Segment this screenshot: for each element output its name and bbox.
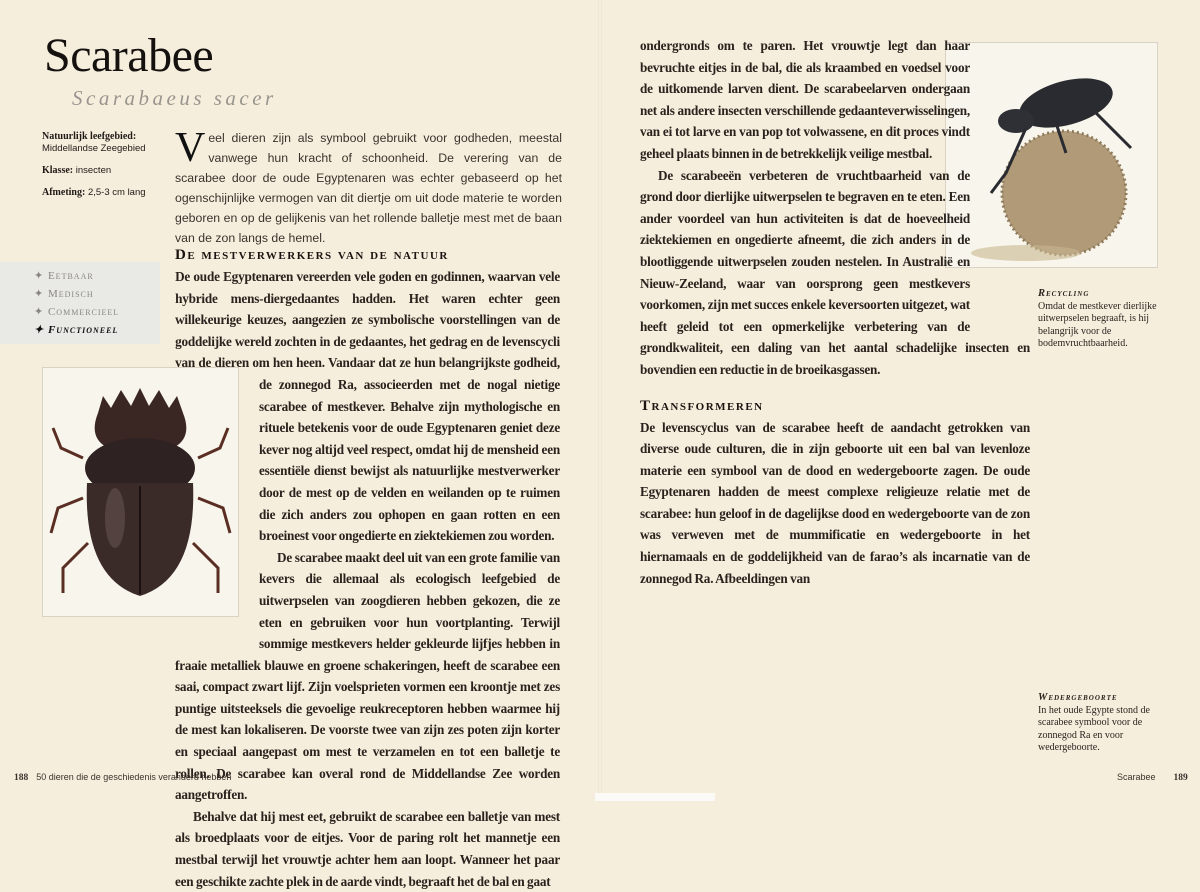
page-number: 189	[1173, 773, 1188, 783]
right-footer	[1117, 772, 1196, 783]
caption-title: Recycling	[1038, 288, 1090, 299]
fact-label: Klasse:	[42, 165, 74, 176]
caption-recycling	[1038, 288, 1168, 351]
left-body-column	[175, 244, 560, 892]
page-edge	[595, 793, 715, 801]
category-functioneel: ✦ Functioneel	[34, 324, 119, 336]
fact-size	[42, 187, 167, 199]
running-title: 50 dieren die de geschiedenis veranderd hebben	[36, 772, 232, 782]
body-paragraph: De scarabeeën verbeteren de vruchtbaarheid van de grond door dierlijke uitwerpselen te begraven en te eten. Een ander voordeel van hun activiteiten is dat de hoeveelheid ziektekiemen en ongedierte afneemt, die zich anders in de blootliggende uitwerpselen zouden nestelen. In Australië en Nieuw-Zeeland, waar van oorsprong geen mestkevers voorkomen, zijn met succes enkele keversoorten uitgezet, wat heeft geleid tot een opmerkelijke verbetering van de grondkwaliteit, een daling van het aantal schadelijke insecten en bovendien een reductie in de broeikasgassen.	[640, 167, 1030, 377]
caption-wedergeboorte	[1038, 692, 1168, 755]
category-eetbaar: ✦ Eetbaar	[34, 270, 94, 282]
caption-text: Omdat de mestkever dierlijke uitwerpselen begraaft, is hij belangrijk voor de bodemvruchtbaarheid.	[1038, 300, 1157, 349]
drop-cap: V	[175, 125, 206, 171]
running-title: Scarabee	[1117, 772, 1156, 782]
category-commercieel: ✦ Commercieel	[34, 306, 120, 318]
fact-value: 2,5-3 cm lang	[87, 187, 146, 198]
body-paragraph: De oude Egyptenaren vereerden vele goden en godinnen, waarvan vele hybride mens-diergedaantes hadden. Het waren echter geen willekeurige keuzes, aangezien ze symbolische voorstellingen van de goddelijke wereld zochten in de gedaantes, het gedrag en de levenscycli van de dieren om hen heen. Vandaar dat ze hun belangrijkste godheid, de zonnegod Ra, associeerden met de nogal nietige scarabee of mestkever. Behalve zijn mythologische en rituele betekenis voor de oude Egyptenaren geniet deze kever nog altijd veel respect, omdat hij de mensheid een essentiële dienst bewijst als natuurlijke mestverwerker door de mest op de velden en weilanden op te ruimen die zich anders zou ophopen en gaan rotten en een broeinest voor ongedierte en ziektekiemen zou worden.	[175, 269, 560, 544]
caption-text: In het oude Egypte stond de scarabee symbool voor de zonnegod Ra en voor wedergeboorte.	[1038, 704, 1150, 753]
intro-paragraph	[175, 125, 562, 248]
page-title: Scarabee	[44, 29, 214, 82]
page-number: 188	[14, 773, 29, 783]
left-footer	[14, 772, 231, 783]
section-heading: De mestverwerkers van de natuur	[175, 247, 449, 263]
caption-title: Wedergeboorte	[1038, 692, 1118, 703]
body-paragraph: De scarabee maakt deel uit van een grote familie van kevers die allemaal als ecologisch leefgebied de uitwerpselen van zoogdieren hebben gekozen, die ze eten en gebruiken voor hun voortplanting. Terwijl sommige mestkevers helder gekleurde lijfjes hebben in fraaie metalliek blauwe en groene schakeringen, heeft de scarabee een saai, compact zwart lijf. Zijn voelsprieten vormen een kroontje met zes puntige uitsteeksels die gevoelige reukreceptoren hebben waarmee hij de mest kan lokaliseren. De voorste twee van zijn zes poten zijn korter en speciaal aangepast om mest te verzamelen en tot een balletje te rollen. De scarabee kan overal rond de Middellandse Zee worden aangetroffen.	[175, 549, 560, 803]
fact-class	[42, 165, 167, 177]
fact-value: Middellandse Zeegebied	[42, 143, 146, 154]
body-paragraph: ondergronds om te paren. Het vrouwtje legt dan haar bevruchte eitjes in de bal, die als kraambed en voedsel voor de uitkomende larven dient. De scarabeelarven ondergaan net als andere insecten verschillende gedaanteverwisselingen, van ei tot larve en van pop tot volwassene, en dit proces vindt geheel plaats binnen in de betrekkelijk veilige mestbal.	[640, 38, 970, 161]
fact-value: insecten	[75, 165, 112, 176]
right-body-column	[640, 35, 1030, 589]
body-paragraph: De levenscyclus van de scarabee heeft de aandacht getrokken van diverse oude culturen, die in zijn geboorte uit een bal van levenloze materie een symbool van de dood en wedergeboorte zagen. De oude Egyptenaren hadden de meest complexe religieuze relatie met de scarabee: hun geloof in de dagelijkse dood en wedergeboorte van de zon was verweven met de mummificatie en wedergeboorte in het hiernamaals en de goddelijkheid van de farao’s als incarnatie van de zonnegod Ra. Afbeeldingen van	[640, 419, 1030, 586]
category-medisch: ✦ Medisch	[34, 288, 94, 300]
category-list	[0, 262, 160, 344]
fact-label: Afmeting:	[42, 187, 86, 198]
intro-text: eel dieren zijn als symbool gebruikt voor godheden, meestal vanwege hun kracht of schoonheid. De verering van de scarabee door de oude Egyptenaren was echter gebaseerd op het ogenschijnlijke vermogen van dit diertje om uit dode materie te worden geboren en op de gelijkenis van het rollende balletje mest met de baan van de zon langs de hemel.	[175, 131, 562, 245]
body-paragraph: Behalve dat hij mest eet, gebruikt de scarabee een balletje van mest als broedplaats voor de eitjes. Voor de paring rolt het mannetje een mestbal terwijl het vrouwtje achter hem aan loopt. Wanneer het paar een geschikte zachte plek in de aarde vindt, begraaft het de bal en gaat	[175, 808, 560, 889]
fact-box	[42, 131, 167, 209]
fact-label: Natuurlijk leefgebied:	[42, 131, 137, 142]
fact-habitat	[42, 131, 167, 155]
section-heading: Transformeren	[640, 397, 764, 414]
scientific-name: Scarabaeus sacer	[72, 86, 277, 110]
book-gutter	[598, 0, 602, 801]
